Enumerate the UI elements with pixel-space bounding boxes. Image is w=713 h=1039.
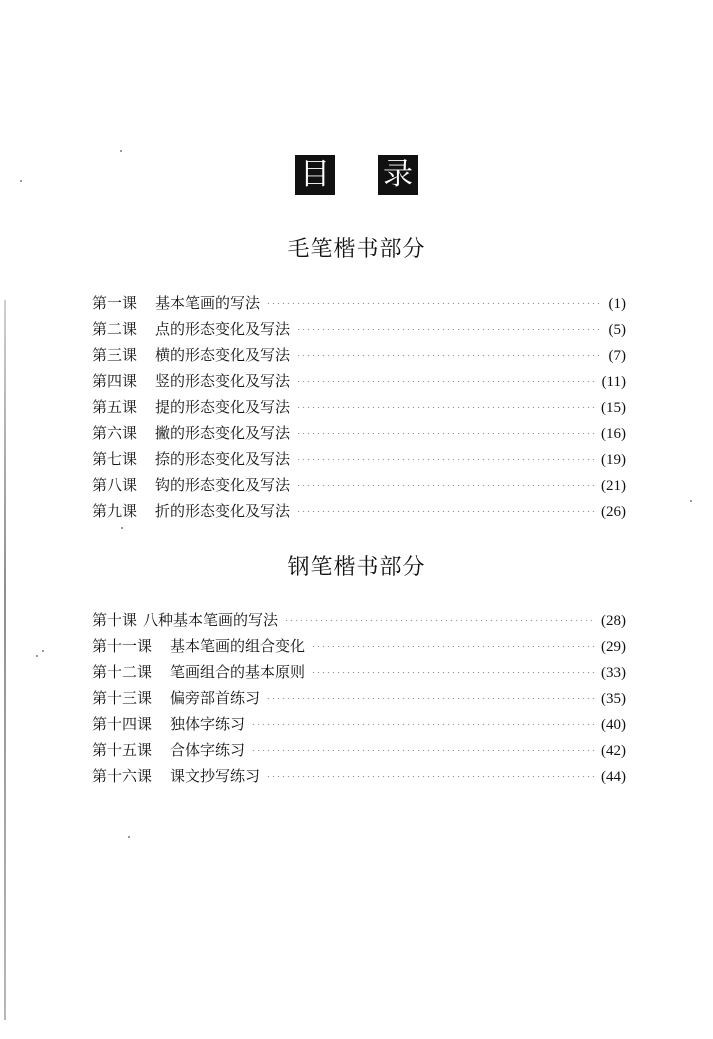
scan-speck (128, 836, 130, 838)
dot-leader (266, 776, 595, 777)
toc-row[interactable] (92, 394, 626, 420)
toc-page: (28) (601, 613, 626, 629)
dot-leader (284, 620, 595, 621)
toc-lesson: 第一课 (92, 294, 138, 312)
toc-topic: 提的形态变化及写法 (155, 398, 291, 416)
toc-lesson: 第八课 (92, 476, 138, 494)
toc-row[interactable] (92, 290, 626, 316)
toc-row[interactable] (92, 316, 626, 342)
toc-row[interactable] (92, 446, 626, 472)
toc-page: (21) (601, 478, 626, 494)
dot-leader (296, 459, 595, 460)
toc-row[interactable] (92, 420, 626, 446)
toc-row[interactable] (92, 685, 626, 711)
scan-speck (42, 650, 44, 652)
toc-topic: 折的形态变化及写法 (155, 502, 291, 520)
toc-lesson: 第二课 (92, 320, 138, 338)
toc-topic: 点的形态变化及写法 (155, 320, 291, 338)
title-char-1: 目 (295, 155, 335, 195)
toc-topic: 竖的形态变化及写法 (155, 372, 291, 390)
scan-speck (36, 655, 38, 657)
toc-topic: 独体字练习 (170, 715, 246, 733)
page-title (0, 155, 713, 195)
toc-page: (1) (608, 296, 626, 312)
toc-lesson: 第十五课 (92, 741, 153, 759)
dot-leader (251, 750, 595, 751)
toc-lesson: 第七课 (92, 450, 138, 468)
toc-page: (35) (601, 691, 626, 707)
dot-leader (296, 485, 595, 486)
dot-leader (266, 303, 602, 304)
toc-topic: 笔画组合的基本原则 (170, 663, 306, 681)
toc-row[interactable] (92, 342, 626, 368)
toc-topic: 基本笔画的组合变化 (170, 637, 306, 655)
toc-list-brush (92, 290, 626, 524)
toc-page: (42) (601, 743, 626, 759)
title-char-2: 录 (378, 155, 418, 195)
toc-row[interactable] (92, 633, 626, 659)
toc-lesson: 第九课 (92, 502, 138, 520)
toc-page: (29) (601, 639, 626, 655)
dot-leader (296, 433, 595, 434)
toc-lesson: 第十三课 (92, 689, 153, 707)
dot-leader (311, 646, 595, 647)
section-heading-brush: 毛笔楷书部分 (287, 237, 426, 262)
section-heading-pen: 钢笔楷书部分 (287, 555, 426, 580)
toc-lesson: 第六课 (92, 424, 138, 442)
toc-lesson: 第十课 (92, 611, 138, 629)
dot-leader (311, 672, 595, 673)
toc-lesson: 第十一课 (92, 637, 153, 655)
toc-lesson: 第三课 (92, 346, 138, 364)
dot-leader (296, 407, 595, 408)
scan-speck (120, 150, 122, 152)
toc-lesson: 第十六课 (92, 767, 153, 785)
toc-page: (15) (601, 400, 626, 416)
toc-topic: 合体字练习 (170, 741, 246, 759)
page-edge (4, 300, 6, 1020)
toc-topic: 偏旁部首练习 (170, 689, 261, 707)
toc-row[interactable] (92, 368, 626, 394)
scan-speck (690, 500, 692, 502)
toc-page: (16) (601, 426, 626, 442)
dot-leader (296, 329, 602, 330)
toc-topic: 捺的形态变化及写法 (155, 450, 291, 468)
toc-row[interactable] (92, 737, 626, 763)
toc-row[interactable] (92, 498, 626, 524)
toc-topic: 课文抄写练习 (170, 767, 261, 785)
toc-page: (11) (601, 374, 626, 390)
toc-lesson: 第十四课 (92, 715, 153, 733)
toc-topic: 钩的形态变化及写法 (155, 476, 291, 494)
toc-lesson: 第五课 (92, 398, 138, 416)
dot-leader (296, 511, 595, 512)
toc-lesson: 第十二课 (92, 663, 153, 681)
scan-speck (121, 527, 123, 529)
toc-page: (26) (601, 504, 626, 520)
dot-leader (296, 355, 602, 356)
toc-page: (44) (601, 769, 626, 785)
toc-topic: 撇的形态变化及写法 (155, 424, 291, 442)
toc-row[interactable] (92, 711, 626, 737)
toc-row[interactable] (92, 472, 626, 498)
toc-page: (5) (608, 322, 626, 338)
toc-topic: 基本笔画的写法 (155, 294, 261, 312)
toc-page: (19) (601, 452, 626, 468)
dot-leader (251, 724, 595, 725)
toc-row[interactable] (92, 763, 626, 789)
toc-page: (33) (601, 665, 626, 681)
toc-row[interactable] (92, 607, 626, 633)
toc-topic: 八种基本笔画的写法 (143, 611, 279, 629)
dot-leader (266, 698, 595, 699)
toc-topic: 横的形态变化及写法 (155, 346, 291, 364)
toc-page: (40) (601, 717, 626, 733)
toc-lesson: 第四课 (92, 372, 138, 390)
dot-leader (296, 381, 596, 382)
toc-list-pen (92, 607, 626, 789)
toc-row[interactable] (92, 659, 626, 685)
toc-page: (7) (608, 348, 626, 364)
